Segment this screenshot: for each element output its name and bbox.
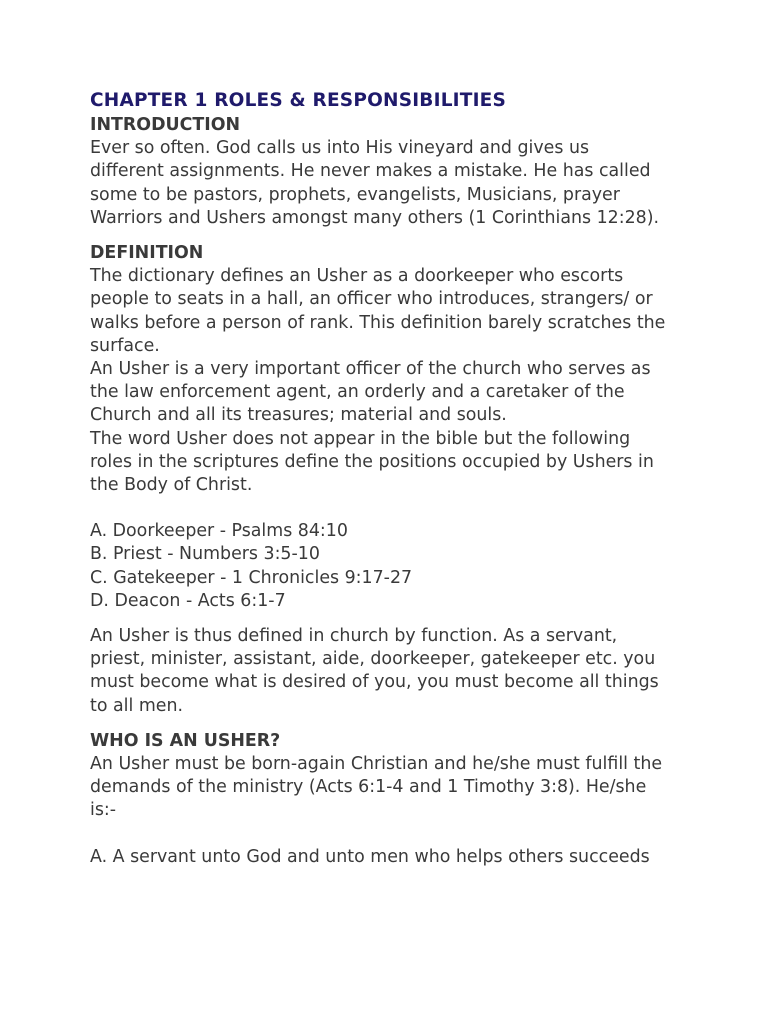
list-item: A. Doorkeeper - Psalms 84:10 xyxy=(90,521,348,542)
text-line: An Usher is a very important officer of the church who serves as xyxy=(90,359,651,380)
who-is-usher-paragraph xyxy=(90,753,730,823)
roles-list xyxy=(90,520,730,613)
text-line: priest, minister, assistant, aide, doorkeeper, gatekeeper etc. you xyxy=(90,649,656,670)
chapter-title: CHAPTER 1 ROLES & RESPONSIBILITIES xyxy=(90,90,507,111)
text-line: is:- xyxy=(90,800,117,821)
usher-qualities-list xyxy=(90,846,730,869)
list-item: A. A servant unto God and unto men who helps others succeeds xyxy=(90,846,650,867)
spacer xyxy=(90,823,730,846)
introduction-paragraph xyxy=(90,137,730,230)
text-line: surface. xyxy=(90,335,160,356)
text-line: Ever so often. God calls us into His vineyard and gives us xyxy=(90,138,590,159)
document-page xyxy=(90,88,730,869)
text-line: The word Usher does not appear in the bible but the following xyxy=(90,428,631,449)
text-line: An Usher must be born-again Christian and he/she must fulfill the xyxy=(90,754,663,775)
spacer xyxy=(90,497,730,520)
who-is-usher-heading: WHO IS AN USHER? xyxy=(90,730,281,751)
list-item: B. Priest - Numbers 3:5-10 xyxy=(90,544,320,565)
text-line: to all men. xyxy=(90,695,184,716)
text-line: people to seats in a hall, an officer who introduces, strangers/ or xyxy=(90,289,653,310)
text-line: roles in the scriptures define the positions occupied by Ushers in xyxy=(90,451,654,472)
text-line: must become what is desired of you, you must become all things xyxy=(90,672,659,693)
text-line: An Usher is thus defined in church by function. As a servant, xyxy=(90,626,618,647)
introduction-heading: INTRODUCTION xyxy=(90,115,241,135)
text-line: walks before a person of rank. This definition barely scratches the xyxy=(90,312,666,333)
list-item: C. Gatekeeper - 1 Chronicles 9:17-27 xyxy=(90,567,413,588)
text-line: The dictionary defines an Usher as a doorkeeper who escorts xyxy=(90,266,624,287)
function-paragraph xyxy=(90,625,730,718)
definition-heading: DEFINITION xyxy=(90,243,204,264)
text-line: the law enforcement agent, an orderly and a caretaker of the xyxy=(90,382,625,403)
text-line: different assignments. He never makes a mistake. He has called xyxy=(90,161,651,182)
spacer xyxy=(90,718,730,730)
definition-paragraph xyxy=(90,265,730,497)
text-line: the Body of Christ. xyxy=(90,475,253,496)
text-line: some to be pastors, prophets, evangelists, Musicians, prayer xyxy=(90,184,620,205)
list-item: D. Deacon - Acts 6:1-7 xyxy=(90,590,286,611)
text-line: demands of the ministry (Acts 6:1-4 and 1 Timothy 3:8). He/she xyxy=(90,777,647,798)
spacer xyxy=(90,613,730,625)
spacer xyxy=(90,230,730,242)
text-line: Church and all its treasures; material and souls. xyxy=(90,405,507,426)
text-line: Warriors and Ushers amongst many others (1 Corinthians 12:28). xyxy=(90,207,660,228)
